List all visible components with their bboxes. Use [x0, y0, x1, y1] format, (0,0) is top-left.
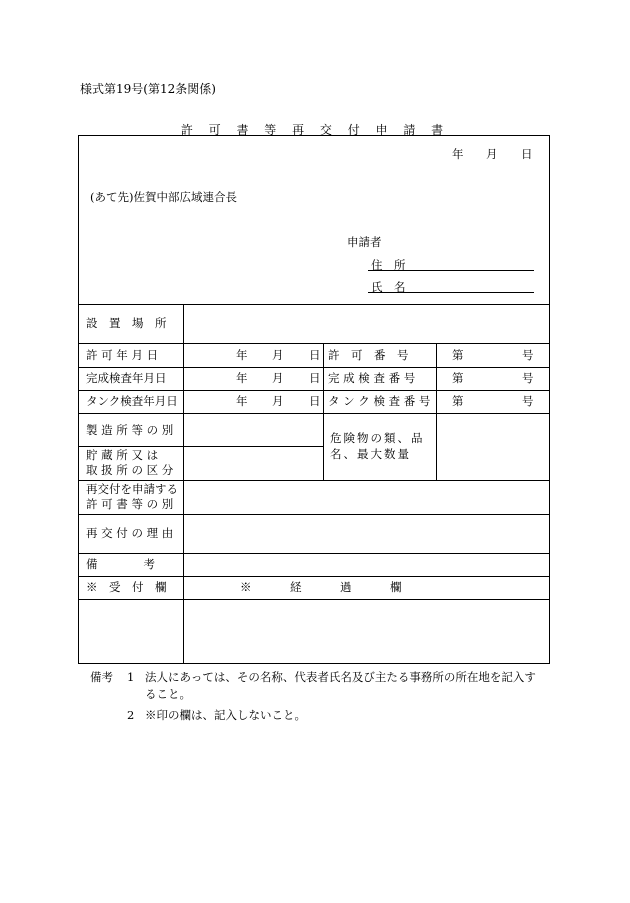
tank-number-prefix: 第	[452, 394, 464, 408]
divider-number-column	[436, 343, 437, 413]
permit-number-prefix: 第	[452, 348, 464, 362]
date-year: 年	[452, 147, 464, 161]
divider-completion	[78, 390, 550, 391]
applicant-label: 申請者	[347, 235, 382, 249]
permit-date-month: 月	[272, 348, 284, 362]
document-title: 許 可 書 等 再 交 付 申 請 書	[180, 123, 450, 137]
tank-date-month: 月	[272, 394, 284, 408]
notes-label: 備考	[90, 670, 113, 684]
addressee: (あて先)佐賀中部広域連合長	[90, 190, 237, 204]
note-2-number: 2	[127, 708, 135, 722]
applicant-address-label: 住 所	[371, 258, 406, 272]
date-month: 月	[486, 147, 498, 161]
label-permit-date: 許 可 年 月 日	[86, 348, 159, 362]
note-2-text: ※印の欄は、記入しないこと。	[145, 708, 306, 722]
label-progress: ※ 経 過 欄	[240, 580, 403, 594]
divider-location	[78, 343, 550, 344]
divider-middle-column	[323, 343, 324, 480]
label-completion-date: 完成検査年月日	[86, 371, 167, 385]
completion-number-prefix: 第	[452, 371, 464, 385]
divider-permit	[78, 367, 550, 368]
divider-remarks	[78, 576, 550, 577]
label-completion-number: 完 成 検 査 番 号	[328, 371, 416, 385]
note-1-text-b: ること。	[145, 687, 191, 701]
divider-reissue	[78, 514, 550, 515]
label-storage-1: 貯 蔵 所 又 は	[86, 448, 159, 462]
completion-date-day: 日	[309, 371, 321, 385]
completion-date-month: 月	[272, 371, 284, 385]
applicant-address-field[interactable]	[368, 270, 534, 271]
permit-number-suffix: 号	[522, 348, 534, 362]
label-location: 設 置 場 所	[86, 316, 167, 330]
tank-date-year: 年	[236, 394, 248, 408]
date-day: 日	[521, 147, 533, 161]
label-permit-number: 許 可 番 号	[328, 348, 409, 362]
divider-reason	[78, 553, 550, 554]
label-tank-date: タンク検査年月日	[86, 394, 178, 408]
label-storage-2: 取 扱 所 の 区 分	[86, 463, 174, 477]
divider-hazard-column	[436, 413, 437, 480]
applicant-name-label: 氏 名	[371, 280, 406, 294]
note-1-text-a: 法人にあっては、その名称、代表者氏名及び主たる事務所の所在地を記入す	[145, 670, 536, 684]
label-manufactory: 製 造 所 等 の 別	[86, 423, 174, 437]
divider-tank	[78, 413, 550, 414]
divider-manufactory	[78, 446, 323, 447]
label-remarks: 備 考	[86, 557, 155, 571]
tank-number-suffix: 号	[522, 394, 534, 408]
tank-date-day: 日	[309, 394, 321, 408]
label-reason: 再 交 付 の 理 由	[86, 526, 174, 540]
completion-date-year: 年	[236, 371, 248, 385]
completion-number-suffix: 号	[522, 371, 534, 385]
label-hazard-1: 危険物の類、品	[330, 431, 425, 445]
applicant-name-field[interactable]	[368, 292, 534, 293]
divider-storage	[78, 480, 550, 481]
label-hazard-2: 名、最大数量	[330, 447, 411, 461]
permit-date-year: 年	[236, 348, 248, 362]
divider-label-column	[183, 304, 184, 664]
label-tank-number: タ ン ク 検 査 番 号	[328, 394, 431, 408]
form-number: 様式第19号(第12条関係)	[80, 82, 216, 96]
label-reissue-2: 許 可 書 等 の 別	[86, 497, 174, 511]
divider-reception	[78, 599, 550, 600]
label-reception: ※ 受 付 欄	[86, 580, 167, 594]
label-reissue-1: 再交付を申請する	[86, 482, 178, 496]
permit-date-day: 日	[309, 348, 321, 362]
note-1-number: 1	[127, 670, 135, 684]
divider-header	[78, 304, 550, 305]
